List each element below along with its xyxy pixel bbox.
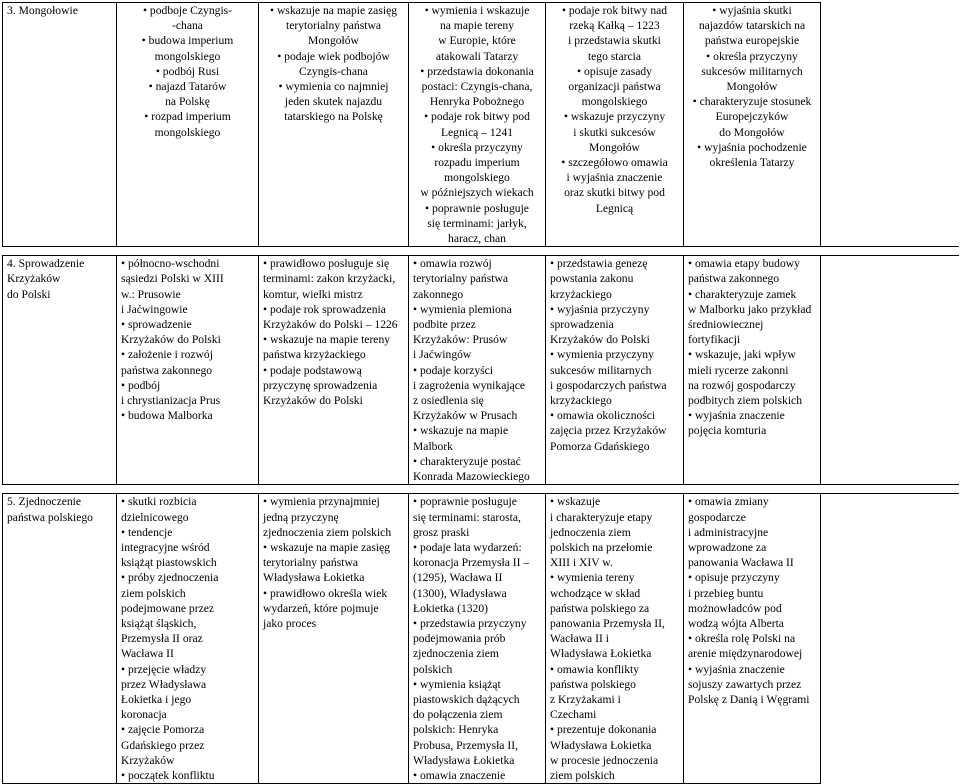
text-line: organizacji państwa xyxy=(568,80,661,94)
text-line: Krzyżaków do Polski xyxy=(121,333,221,347)
text-line: państwa zakonnego xyxy=(121,363,213,377)
bullet-item: • przedstawia przyczyny xyxy=(413,616,541,631)
text-line: krzyżackiego xyxy=(550,394,612,408)
text-line: (1300), Władysława xyxy=(413,586,507,600)
bullet-item: • charakteryzuje zamek xyxy=(688,287,816,302)
text-line: państwa europejskie xyxy=(704,34,800,48)
text-line: sojuszy zawartych przez xyxy=(688,677,802,691)
text-line: sukcesów militarnych xyxy=(701,64,803,78)
text-line: i Jaćwingów xyxy=(413,348,472,362)
text-line: Przemysła II oraz xyxy=(121,632,203,646)
bullet-item: • określa rolę Polski na xyxy=(688,631,816,646)
text-line: 5. Zjednoczenie xyxy=(7,495,82,509)
text-line: integracyjne wśród xyxy=(121,540,210,554)
text-line: Władysława Łokietka xyxy=(550,738,652,752)
text-line: jako proces xyxy=(263,616,317,630)
bullet-item: • szczegółowo omawia xyxy=(550,155,679,170)
text-line: średniowiecznej xyxy=(688,318,764,332)
text-line: i gospodarczych państwa xyxy=(550,378,667,392)
text-line: Polskę z Danią i Węgrami xyxy=(688,692,810,706)
bullet-item: • budowa imperium xyxy=(121,33,254,48)
bullet-item: • wyjaśnia przyczyny xyxy=(550,302,679,317)
bullet-item: • poprawnie posługuje xyxy=(413,201,541,216)
text-line: w.: Prusowie xyxy=(121,287,181,301)
cell-grade-4 xyxy=(546,3,684,247)
curriculum-table xyxy=(2,2,959,784)
text-line: mongolskiego xyxy=(154,125,221,139)
text-line: i przedstawia skutki xyxy=(568,34,661,48)
text-line: Czyngis-chana xyxy=(299,64,368,78)
bullet-item: • wskazuje, jaki wpływ xyxy=(688,347,816,362)
text-line: Wacława II i xyxy=(550,632,609,646)
text-line: terytorialny państwa xyxy=(263,556,358,570)
bullet-item: • omawia etapy budowy xyxy=(688,256,816,271)
text-line: Gdańskiego przez xyxy=(121,738,205,752)
text-line: i Jaćwingowie xyxy=(121,302,188,316)
text-line: zajęcia przez Krzyżaków xyxy=(550,424,667,438)
cell-scope xyxy=(117,256,259,485)
bullet-item: • poprawnie posługuje xyxy=(413,494,541,509)
bullet-item: • sprowadzenie xyxy=(121,317,254,332)
text-line: koronacja Przemysła II – xyxy=(413,556,530,570)
text-line: państwa polskiego xyxy=(550,677,636,691)
text-line: piastowskich dążących xyxy=(413,692,520,706)
text-line: wydarzeń, które pojmuje xyxy=(263,601,379,615)
text-line: Krzyżaków do Polski xyxy=(550,333,650,347)
bullet-item: • zajęcie Pomorza xyxy=(121,722,254,737)
text-line: najazdów tatarskich na xyxy=(698,19,806,33)
text-line: jedną przyczynę xyxy=(263,510,339,524)
bullet-item: • wymienia przyczyny xyxy=(550,347,679,362)
text-line: panowania Wacława II xyxy=(688,556,794,570)
cell-grade-4 xyxy=(546,494,684,784)
table-row xyxy=(3,256,959,485)
text-line: Mongołów xyxy=(308,34,359,48)
spacer-cell xyxy=(3,485,959,494)
text-line: podejmowane przez xyxy=(121,601,215,615)
text-line: przyczynę sprowadzenia xyxy=(263,378,378,392)
text-line: do Mongołów xyxy=(719,125,785,139)
text-line: Łokietka (1320) xyxy=(413,601,489,615)
bullet-item: • przedstawia genezę xyxy=(550,256,679,271)
bullet-item: • rozpad imperium xyxy=(121,109,254,124)
bullet-item: • opisuje przyczyny xyxy=(688,570,816,585)
cell-scope xyxy=(117,494,259,784)
text-line: Europejczyków xyxy=(715,110,789,124)
text-line: polskich na przełomie xyxy=(550,540,653,554)
text-line: Probusa, Przemysła II, xyxy=(413,738,518,752)
text-line: -chana xyxy=(172,19,203,33)
cell-grade-3 xyxy=(409,3,546,247)
text-line: jednoczenia ziem xyxy=(550,525,631,539)
text-line: (1295), Wacława II xyxy=(413,571,503,585)
text-line: z Krzyżakami i xyxy=(550,692,621,706)
text-line: powstania zakonu xyxy=(550,272,634,286)
bullet-item: • założenie i rozwój xyxy=(121,347,254,362)
spacer-cell xyxy=(3,247,959,256)
bullet-item: • określa przyczyny xyxy=(413,140,541,155)
text-line: w późniejszych wiekach xyxy=(420,186,534,200)
bullet-item: • przedstawia dokonania xyxy=(413,64,541,79)
text-line: Legnicą xyxy=(595,201,634,215)
bullet-item: • wskazuje na mapie xyxy=(413,423,541,438)
bullet-item: • wskazuje xyxy=(550,494,679,509)
text-line: Legnicą – 1241 xyxy=(440,125,514,139)
text-line: książąt śląskich, xyxy=(121,616,197,630)
text-line: Pomorza Gdańskiego xyxy=(550,439,650,453)
text-line: koronacja xyxy=(121,708,167,722)
text-line: zakonnego xyxy=(413,287,464,301)
bullet-item: • prezentuje dokonania xyxy=(550,722,679,737)
text-line: wchodzące w skład xyxy=(550,586,641,600)
bullet-item: • charakteryzuje postać xyxy=(413,454,541,469)
bullet-item: • prawidłowo posługuje się xyxy=(263,256,404,271)
text-line: z osiedlenia się xyxy=(413,394,484,408)
bullet-item: • początek konfliktu xyxy=(121,768,254,783)
bullet-item: • wskazuje na mapie zasięg xyxy=(263,540,404,555)
cell-topic xyxy=(3,3,117,247)
text-line: zjednoczenia ziem xyxy=(413,647,499,661)
text-line: mieli rycerze zakonni xyxy=(688,363,789,377)
text-line: jeden skutek najazdu xyxy=(284,95,383,109)
bullet-item: • wskazuje na mapie tereny xyxy=(263,332,404,347)
bullet-item: • przejęcie władzy xyxy=(121,662,254,677)
bullet-item: • podaje rok bitwy nad xyxy=(550,3,679,18)
text-line: rzeką Kałką – 1223 xyxy=(569,19,660,33)
text-line: podejmowania prób xyxy=(413,632,506,646)
cell-grade-2 xyxy=(259,494,409,784)
text-line: haracz, chan xyxy=(448,232,506,246)
text-line: i chrystianizacja Prus xyxy=(121,394,221,408)
text-line: Konrada Mazowieckiego xyxy=(413,470,530,484)
bullet-item: • charakteryzuje stosunek xyxy=(688,94,816,109)
text-line: terytorialny państwa xyxy=(286,19,381,33)
text-line: i administracyjne xyxy=(688,525,769,539)
text-line: się terminami: starosta, xyxy=(413,510,521,524)
bullet-item: • wyjaśnia znaczenie xyxy=(688,662,816,677)
text-line: oraz skutki bitwy pod xyxy=(564,186,665,200)
bullet-item: • podaje rok bitwy pod xyxy=(413,109,541,124)
text-line: państwa polskiego za xyxy=(550,601,650,615)
bullet-item: • wskazuje na mapie zasięg xyxy=(263,3,404,18)
text-line: Czechami xyxy=(550,708,597,722)
bullet-item: • wymienia i wskazuje xyxy=(413,3,541,18)
bullet-item: • podbój xyxy=(121,378,254,393)
text-line: określenia Tatarzy xyxy=(709,156,795,170)
text-line: mongolskiego xyxy=(444,171,510,185)
text-line: państwa zakonnego xyxy=(688,272,780,286)
bullet-item: • wymienia książąt xyxy=(413,677,541,692)
cell-grade-5 xyxy=(684,494,821,784)
text-line: sąsiedzi Polski w XIII xyxy=(121,272,224,286)
bullet-item: • podbój Rusi xyxy=(121,64,254,79)
text-line: Krzyżaków xyxy=(121,753,175,767)
text-line: Krzyżaków do Polski – 1226 xyxy=(263,318,398,332)
bullet-item: • podboje Czyngis- xyxy=(121,3,254,18)
bullet-item: • podaje rok sprowadzenia xyxy=(263,302,404,317)
table-row xyxy=(3,3,959,247)
text-line: tatarskiego na Polskę xyxy=(284,110,383,124)
bullet-item: • wymienia co najmniej xyxy=(263,79,404,94)
text-line: Władysława Łokietka xyxy=(413,753,515,767)
bullet-item: • wyjaśnia znaczenie xyxy=(688,408,816,423)
text-line: wprowadzone za xyxy=(688,540,767,554)
bullet-item: • podaje korzyści xyxy=(413,363,541,378)
cell-grade-3 xyxy=(409,256,546,485)
text-line: Krzyżaków xyxy=(7,272,61,286)
text-line: Łokietka i jego xyxy=(121,692,192,706)
text-line: krzyżackiego xyxy=(550,287,612,301)
text-line: arenie międzynarodowej xyxy=(688,647,803,661)
cell-topic xyxy=(3,494,117,784)
text-line: dzielnicowego xyxy=(121,510,189,524)
cell-grade-5 xyxy=(684,256,821,485)
text-line: Władysława Łokietka xyxy=(550,647,652,661)
bullet-item: • podaje wiek podbojów xyxy=(263,49,404,64)
text-line: książąt piastowskich xyxy=(121,556,217,570)
text-line: Mongołów xyxy=(726,80,778,94)
cell-grade-2 xyxy=(259,3,409,247)
bullet-item: • omawia zmiany xyxy=(688,494,816,509)
text-line: do połączenia ziem xyxy=(413,708,503,722)
text-line: XIII i XIV w. xyxy=(550,556,613,570)
text-line: państwa krzyżackiego xyxy=(263,348,366,362)
text-line: terminami: zakon krzyżacki, xyxy=(263,272,396,286)
bullet-item: • próby zjednoczenia xyxy=(121,570,254,585)
text-line: polskich: Henryka xyxy=(413,723,499,737)
cell-scope xyxy=(117,3,259,247)
cell-grade-2 xyxy=(259,256,409,485)
bullet-item: • najazd Tatarów xyxy=(121,79,254,94)
text-line: 4. Sprowadzenie xyxy=(7,257,85,271)
text-line: wodzą wójta Alberta xyxy=(688,616,784,630)
row-spacer xyxy=(3,485,959,494)
bullet-item: • wyjaśnia pochodzenie xyxy=(688,140,816,155)
text-line: podbite przez xyxy=(413,318,476,332)
text-line: Henryka Pobożnego xyxy=(429,95,525,109)
text-line: Krzyżaków w Prusach xyxy=(413,409,518,423)
bullet-item: • omawia znaczenie xyxy=(413,768,541,783)
text-line: Wacława II xyxy=(121,647,174,661)
text-line: sukcesów militarnych xyxy=(550,363,652,377)
text-line: postaci: Czyngis-chana, xyxy=(421,80,533,94)
text-line: gospodarcze xyxy=(688,510,746,524)
text-line: i przebieg buntu xyxy=(688,586,764,600)
bullet-item: • opisuje zasady xyxy=(550,64,679,79)
text-line: możnowładców pod xyxy=(688,601,782,615)
cell-grade-4 xyxy=(546,256,684,485)
text-line: atakowali Tatarzy xyxy=(435,49,519,63)
text-line: zjednoczenia ziem polskich xyxy=(263,525,392,539)
bullet-item: • wyjaśnia skutki xyxy=(688,3,816,18)
text-line: fortyfikacji xyxy=(688,333,741,347)
bullet-item: • prawidłowo określa wiek xyxy=(263,586,404,601)
row-spacer xyxy=(3,247,959,256)
bullet-item: • omawia okoliczności xyxy=(550,408,679,423)
text-line: 3. Mongołowie xyxy=(7,4,78,17)
text-line: Mongołów xyxy=(589,140,640,154)
bullet-item: • tendencje xyxy=(121,525,254,540)
bullet-item: • podaje podstawową xyxy=(263,363,404,378)
bullet-item: • skutki rozbicia xyxy=(121,494,254,509)
text-line: rozpadu imperium xyxy=(434,156,520,170)
bullet-item: • określa przyczyny xyxy=(688,49,816,64)
text-line: komtur, wielki mistrz xyxy=(263,287,363,301)
bullet-item: • wymienia tereny xyxy=(550,570,679,585)
text-line: państwa polskiego xyxy=(7,510,93,524)
cell-grade-5 xyxy=(684,3,821,247)
text-line: w Malborku jako przykład xyxy=(688,302,812,316)
text-line: na Polskę xyxy=(165,95,210,109)
text-line: podbitych ziem polskich xyxy=(688,394,802,408)
text-line: polskich xyxy=(413,662,453,676)
bullet-item: • północno-wschodni xyxy=(121,256,254,271)
text-line: i zagrożenia wynikające xyxy=(413,378,526,392)
text-line: i wyjaśnia znaczenie xyxy=(566,171,663,185)
bullet-item: • omawia konflikty xyxy=(550,662,679,677)
cell-grade-3 xyxy=(409,494,546,784)
text-line: do Polski xyxy=(7,287,51,301)
text-line: przez Władysława xyxy=(121,677,207,691)
bullet-item: • wymienia przynajmniej xyxy=(263,494,404,509)
bullet-item: • wymienia plemiona xyxy=(413,302,541,317)
text-line: i charakteryzuje etapy xyxy=(550,510,653,524)
text-line: się terminami: jarłyk, xyxy=(427,216,527,230)
bullet-item: • wskazuje przyczyny xyxy=(550,109,679,124)
text-line: Krzyżaków do Polski xyxy=(263,394,363,408)
text-line: ziem polskich xyxy=(550,768,615,782)
text-line: na mapie tereny xyxy=(439,19,515,33)
text-line: Malbork xyxy=(413,439,453,453)
text-line: mongolskiego xyxy=(154,49,221,63)
text-line: w procesie jednoczenia xyxy=(550,753,659,767)
text-line: grosz praski xyxy=(413,525,470,539)
text-line: Krzyżaków: Prusów xyxy=(413,333,508,347)
text-line: tego starcia xyxy=(587,49,642,63)
text-line: w Europie, które xyxy=(438,34,516,48)
bullet-item: • omawia rozwój xyxy=(413,256,541,271)
text-line: i skutki sukcesów xyxy=(573,125,656,139)
text-line: terytorialny państwa xyxy=(413,272,508,286)
text-line: sprowadzenia xyxy=(550,318,614,332)
table-row xyxy=(3,494,959,784)
text-line: panowania Przemysła II, xyxy=(550,616,665,630)
bullet-item: • budowa Malborka xyxy=(121,408,254,423)
text-line: mongolskiego xyxy=(581,95,648,109)
text-line: pojęcia komturia xyxy=(688,424,767,438)
text-line: ziem polskich xyxy=(121,586,186,600)
bullet-item: • podaje lata wydarzeń: xyxy=(413,540,541,555)
cell-topic xyxy=(3,256,117,485)
text-line: Władysława Łokietka xyxy=(263,571,365,585)
text-line: na rozwój gospodarczy xyxy=(688,378,796,392)
